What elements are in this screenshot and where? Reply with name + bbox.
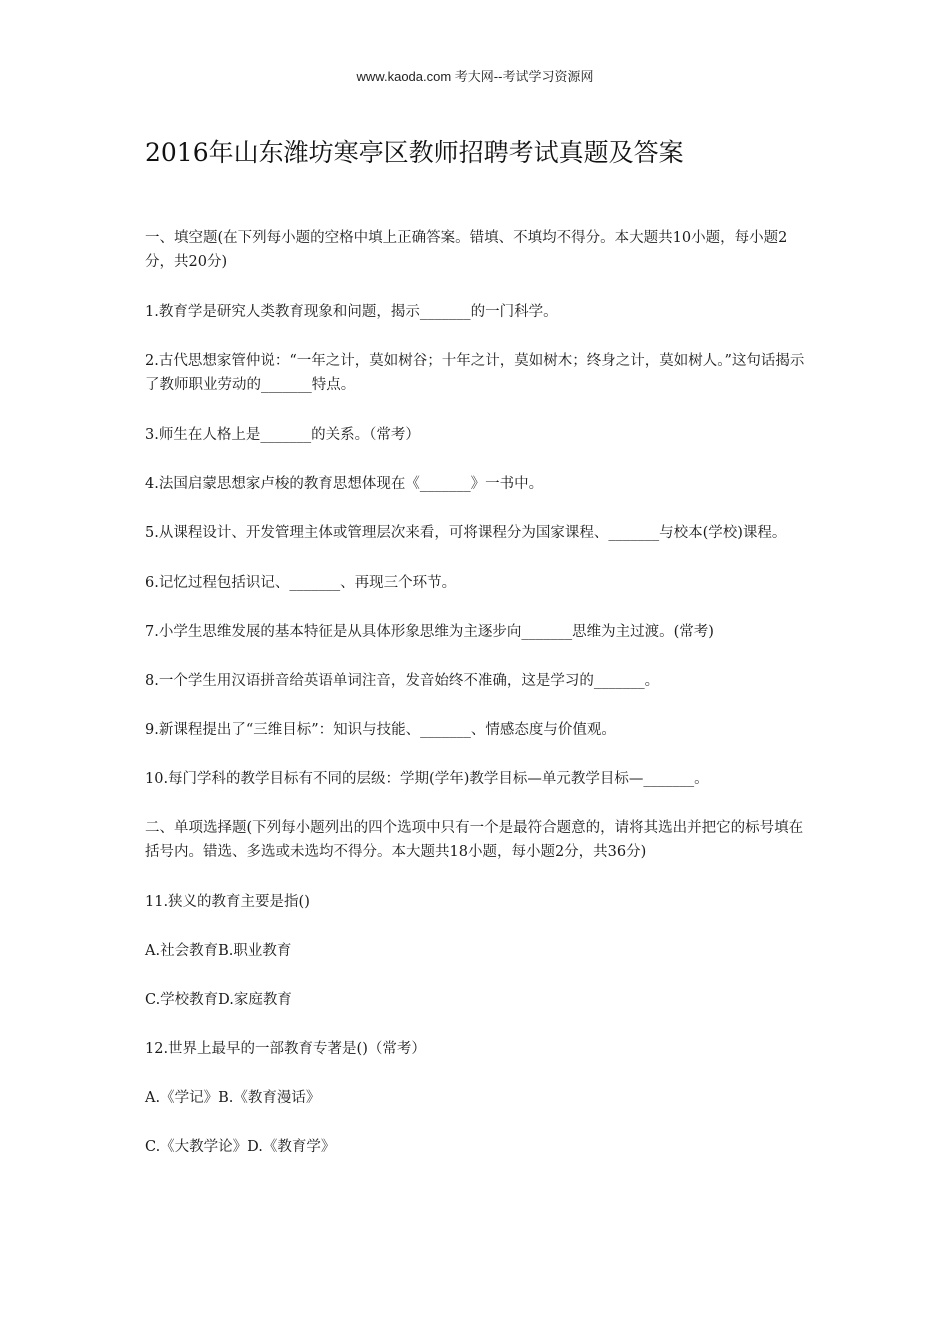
question-5: 5.从课程设计、开发管理主体或管理层次来看，可将课程分为国家课程、_______与校本(学校)课程。 — [145, 525, 787, 541]
option-line: A.社会教育B.职业教育 — [145, 943, 292, 959]
question-6: 6.记忆过程包括识记、_______、再现三个环节。 — [145, 575, 457, 591]
question-2: 2.古代思想家管仲说：“一年之计，莫如树谷；十年之计，莫如树木；终身之计，莫如树人。”这句话揭示了教师职业劳动的_______特点。 — [145, 353, 805, 393]
question-3: 3.师生在人格上是_______的关系。（常考） — [145, 427, 420, 443]
question-12: 12.世界上最早的一部教育专著是()（常考） — [145, 1041, 426, 1057]
site-header: www.kaoda.com 考大网--考试学习资源网 — [356, 69, 594, 84]
page-title: 2016年山东潍坊寒亭区教师招聘考试真题及答案 — [145, 138, 684, 167]
document-body — [145, 226, 815, 1184]
question-9: 9.新课程提出了“三维目标”：知识与技能、_______、情感态度与价值观。 — [145, 722, 616, 738]
option-line: C.《大教学论》D.《教育学》 — [145, 1139, 336, 1155]
question-10: 10.每门学科的教学目标有不同的层级：学期(学年)教学目标—单元教学目标—_______。 — [145, 771, 709, 787]
option-line: C.学校教育D.家庭教育 — [145, 992, 292, 1008]
question-4: 4.法国启蒙思想家卢梭的教育思想体现在《_______》一书中。 — [145, 476, 544, 492]
question-8: 8.一个学生用汉语拼音给英语单词注音，发音始终不准确，这是学习的_______。 — [145, 673, 660, 689]
section-heading-fill-in: 一、填空题(在下列每小题的空格中填上正确答案。错填、不填均不得分。本大题共10小题，每小题2分，共20分) — [145, 230, 788, 270]
option-line: A.《学记》B.《教育漫话》 — [145, 1090, 321, 1106]
section-heading-multiple-choice: 二、单项选择题(下列每小题列出的四个选项中只有一个是最符合题意的，请将其选出并把它的标号填在括号内。错选、多选或未选均不得分。本大题共18小题，每小题2分，共36分) — [145, 820, 804, 860]
question-11: 11.狭义的教育主要是指() — [145, 894, 310, 910]
question-7: 7.小学生思维发展的基本特征是从具体形象思维为主逐步向_______思维为主过渡。(常考) — [145, 624, 714, 640]
question-1: 1.教育学是研究人类教育现象和问题，揭示_______的一门科学。 — [145, 304, 558, 320]
